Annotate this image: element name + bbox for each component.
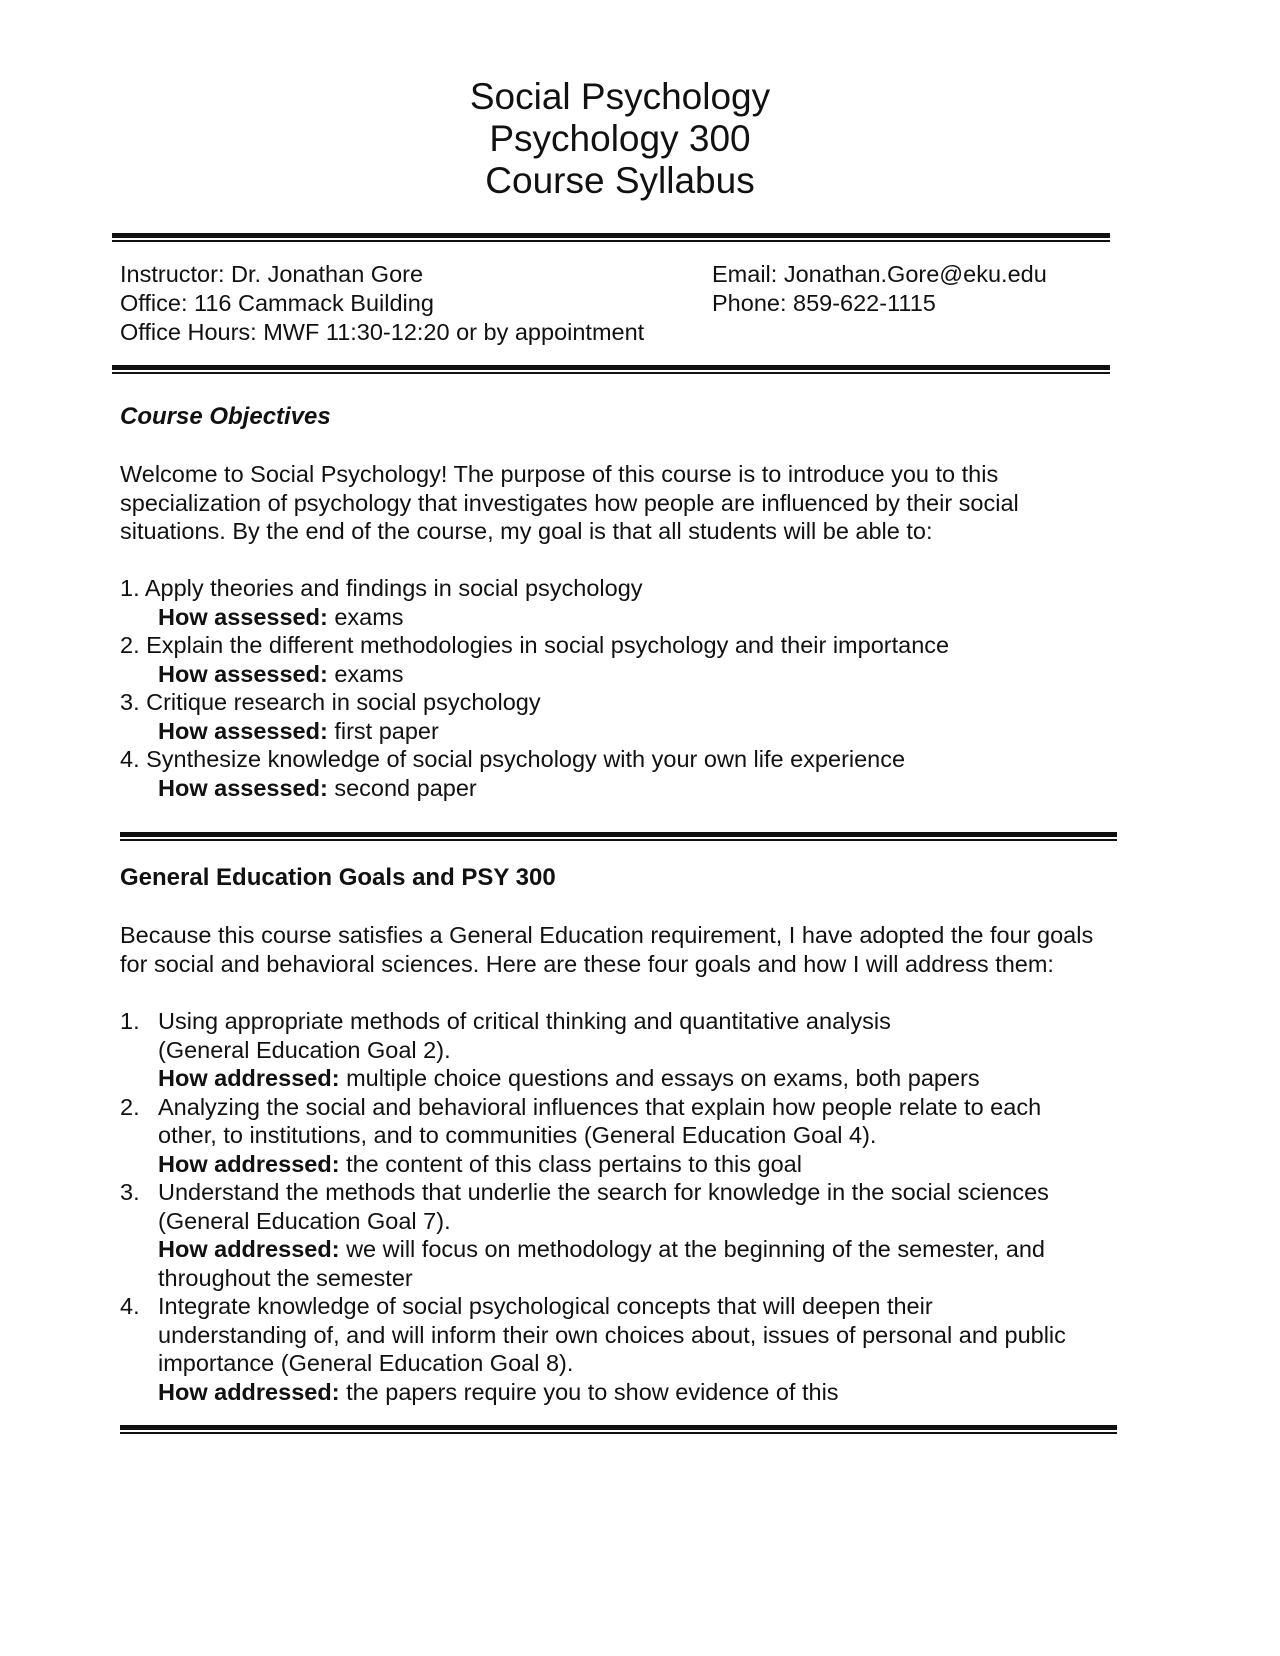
course-objectives-heading: Course Objectives [120,403,331,430]
objective-item: 2. Explain the different methodologies in social psychology and their importance [120,632,950,658]
title-course-name: Social Psychology [469,76,771,117]
addressed-label: How addressed: [158,1065,340,1091]
title-course-number: Psychology 300 [489,118,751,159]
objective-assessment: How assessed: exams [158,603,404,630]
instructor-email: Email: Jonathan.Gore@eku.edu [712,261,1047,287]
objective-assessment: How assessed: exams [158,660,404,687]
addressed-label: How addressed: [158,1150,340,1177]
instructor-name: Instructor: Dr. Jonathan Gore [120,261,424,287]
gen-ed-goals-list [120,1007,1066,1406]
office-location: Office: 116 Cammack Building [120,290,434,316]
addressed-label: How addressed: [158,1378,340,1405]
gen-ed-intro-line: for social and behavioral sciences. Here are these four goals and how I will address them: [120,950,1054,977]
goal-addressed: How addressed: multiple choice questions and essays on exams, both papers [158,1065,980,1091]
gen-ed-goal-item: 4. Integrate knowledge of social psychological concepts that will deepen their understanding of, and will inform their own choices about, issues of personal and public importance (General Education Goal 8). How addressed: the papers require you to show evidence of this [120,1293,1066,1405]
objective-item: 3. Critique research in social psychology [120,689,541,715]
gen-ed-heading: General Education Goals and PSY 300 [120,864,556,891]
office-hours: Office Hours: MWF 11:30-12:20 or by appointment [120,319,645,345]
assessed-label: How assessed: [158,660,328,687]
objective-assessment: How assessed: first paper [158,717,439,744]
objectives-intro-line: situations. By the end of the course, my goal is that all students will be able to: [120,518,933,544]
objectives-intro [120,460,1019,546]
goal-number: 4. [120,1293,140,1319]
objective-item: 4. Synthesize knowledge of social psychology with your own life experience [120,746,906,772]
goal-number: 3. [120,1179,140,1205]
gen-ed-goal-item: 2. Analyzing the social and behavioral influences that explain how people relate to each other, to institutions, and to communities (General Education Goal 4). How addressed: the content of this class pertains to this goal [120,1093,1066,1179]
goal-addressed: How addressed: the papers require you to show evidence of this [158,1378,839,1405]
title-document-type: Course Syllabus [485,160,755,201]
addressed-label: How addressed: [158,1236,340,1262]
goal-number: 1. [120,1008,140,1034]
gen-ed-intro [120,921,1093,978]
objectives-intro-line: Welcome to Social Psychology! The purpose of this course is to introduce you to this [120,461,999,487]
instructor-phone: Phone: 859-622-1115 [712,290,936,316]
gen-ed-goal-item: 3. Understand the methods that underlie the search for knowledge in the social sciences (General Education Goal 7). How addressed: we will focus on methodology at the beginning of the semester, and throughout the semester [120,1178,1066,1292]
divider-rule [112,365,1110,374]
divider-rule [112,233,1110,242]
assessed-label: How assessed: [158,774,328,801]
objective-item: 1. Apply theories and findings in social psychology [120,575,643,601]
divider-rule [120,832,1117,841]
objectives-list [120,574,949,802]
goal-addressed: How addressed: we will focus on methodology at the beginning of the semester, and [158,1236,1045,1262]
objectives-intro-line: specialization of psychology that investigates how people are influenced by their social [120,489,1019,516]
divider-rule [120,1425,1117,1434]
gen-ed-intro-line: Because this course satisfies a General Education requirement, I have adopted the four goals [120,922,1094,948]
gen-ed-goal-item: 1. Using appropriate methods of critical thinking and quantitative analysis (General Education Goal 2). How addressed: multiple choice questions and essays on exams, both papers [120,1007,1066,1093]
assessed-label: How assessed: [158,603,328,630]
assessed-label: How assessed: [158,717,328,744]
goal-number: 2. [120,1093,140,1120]
goal-addressed: How addressed: the content of this class pertains to this goal [158,1150,802,1177]
objective-assessment: How assessed: second paper [158,774,477,801]
